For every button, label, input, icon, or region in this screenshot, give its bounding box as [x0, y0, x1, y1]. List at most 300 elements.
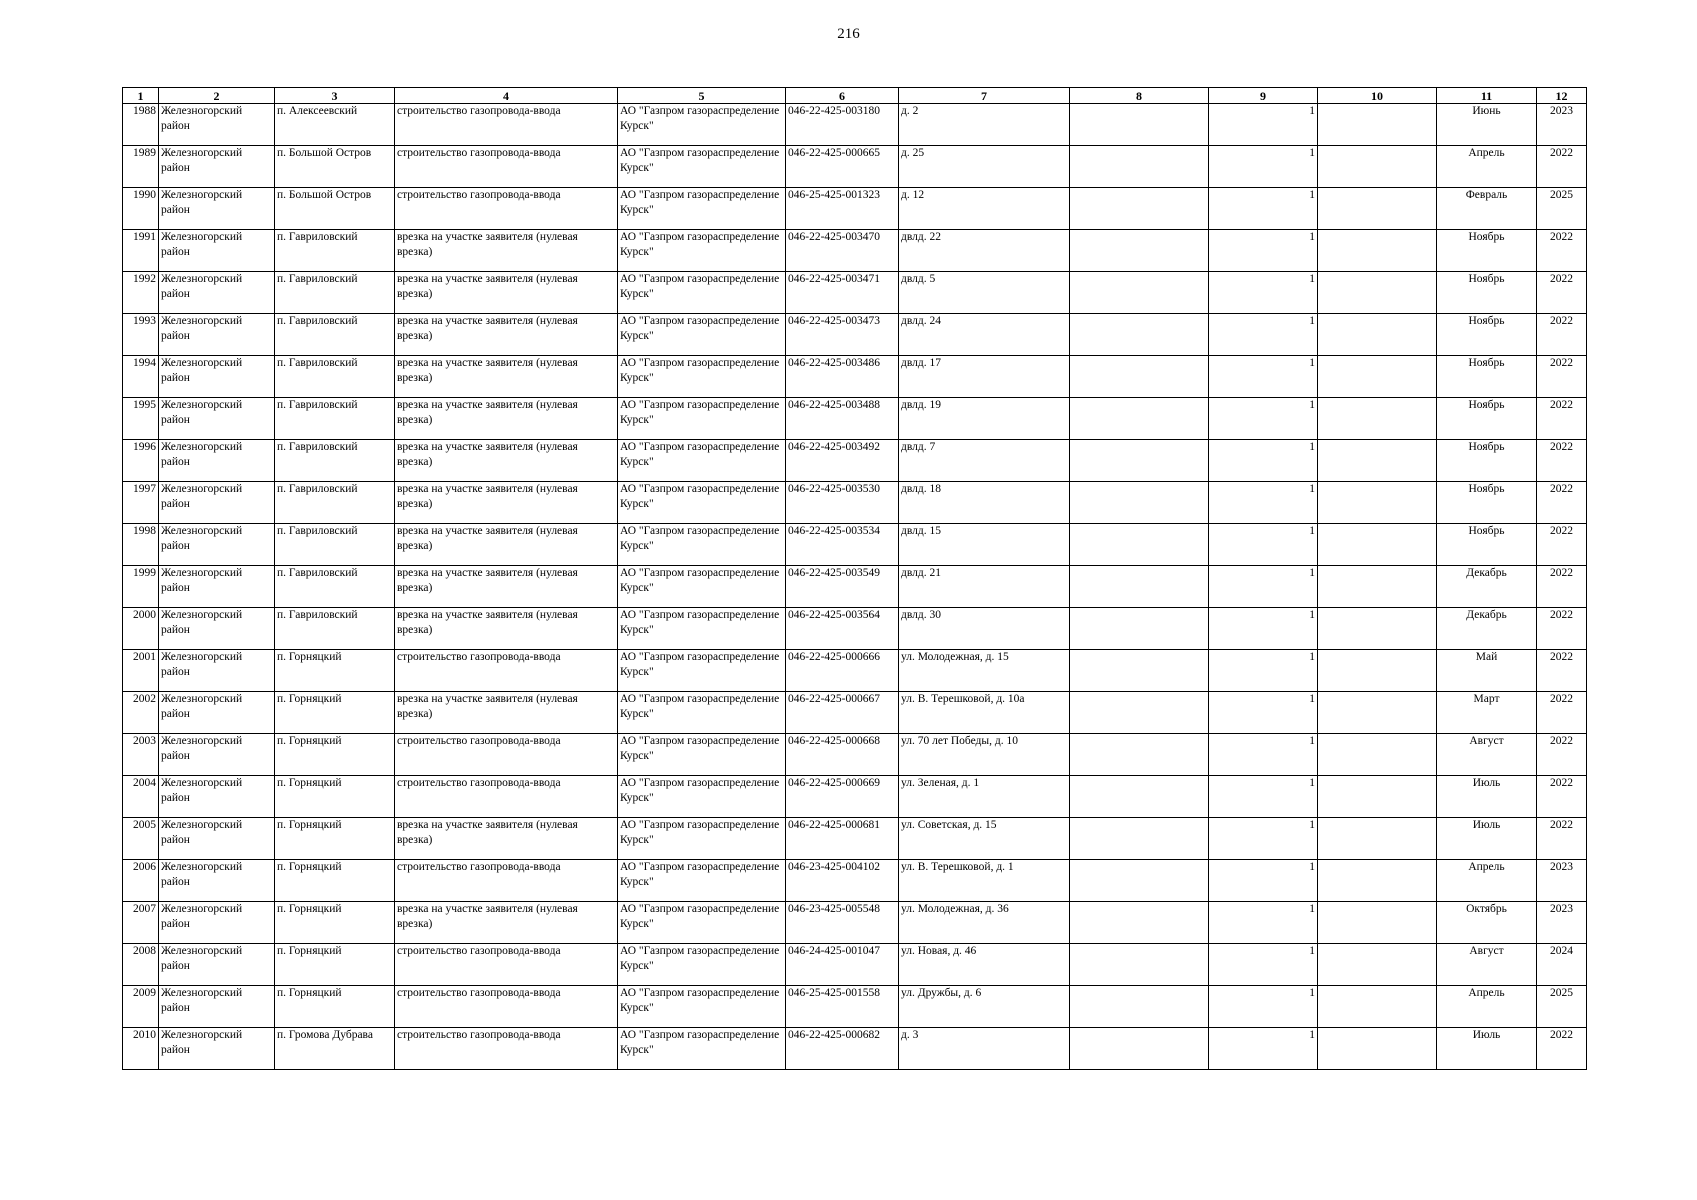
address-cell: двлд. 24	[899, 314, 1070, 356]
quantity-cell: 1	[1209, 734, 1318, 776]
district-cell: Железногорский район	[159, 566, 275, 608]
district-cell: Железногорский район	[159, 650, 275, 692]
quantity-cell: 1	[1209, 902, 1318, 944]
row-number: 2006	[123, 860, 159, 902]
address-cell: ул. Молодежная, д. 36	[899, 902, 1070, 944]
settlement-cell: п. Горняцкий	[275, 776, 395, 818]
settlement-cell: п. Гавриловский	[275, 608, 395, 650]
table-header	[123, 88, 1587, 104]
organization-cell: АО "Газпром газораспределение Курск"	[618, 440, 786, 482]
column-10-cell	[1318, 482, 1437, 524]
column-8-cell	[1070, 440, 1209, 482]
row-number: 1991	[123, 230, 159, 272]
work-type-cell: врезка на участке заявителя (нулевая врезка)	[395, 230, 618, 272]
work-type-cell: врезка на участке заявителя (нулевая врезка)	[395, 314, 618, 356]
column-8-cell	[1070, 944, 1209, 986]
column-header-1: 1	[123, 88, 159, 104]
column-10-cell	[1318, 650, 1437, 692]
column-8-cell	[1070, 566, 1209, 608]
table-row	[123, 230, 1587, 272]
row-number: 1988	[123, 104, 159, 146]
quantity-cell: 1	[1209, 944, 1318, 986]
address-cell: ул. Дружбы, д. 6	[899, 986, 1070, 1028]
column-10-cell	[1318, 818, 1437, 860]
document-number-cell: 046-22-425-003530	[786, 482, 899, 524]
column-8-cell	[1070, 818, 1209, 860]
document-number-cell: 046-22-425-000669	[786, 776, 899, 818]
column-8-cell	[1070, 398, 1209, 440]
settlement-cell: п. Гавриловский	[275, 314, 395, 356]
quantity-cell: 1	[1209, 188, 1318, 230]
month-cell: Декабрь	[1437, 566, 1537, 608]
column-10-cell	[1318, 902, 1437, 944]
column-10-cell	[1318, 272, 1437, 314]
settlement-cell: п. Горняцкий	[275, 650, 395, 692]
document-number-cell: 046-24-425-001047	[786, 944, 899, 986]
address-cell: двлд. 30	[899, 608, 1070, 650]
column-header-9: 9	[1209, 88, 1318, 104]
document-number-cell: 046-22-425-003492	[786, 440, 899, 482]
column-header-5: 5	[618, 88, 786, 104]
month-cell: Ноябрь	[1437, 272, 1537, 314]
month-cell: Декабрь	[1437, 608, 1537, 650]
work-type-cell: врезка на участке заявителя (нулевая врезка)	[395, 482, 618, 524]
work-type-cell: врезка на участке заявителя (нулевая врезка)	[395, 818, 618, 860]
settlement-cell: п. Гавриловский	[275, 272, 395, 314]
work-type-cell: строительство газопровода-ввода	[395, 104, 618, 146]
address-cell: ул. 70 лет Победы, д. 10	[899, 734, 1070, 776]
document-number-cell: 046-25-425-001558	[786, 986, 899, 1028]
month-cell: Апрель	[1437, 146, 1537, 188]
work-type-cell: врезка на участке заявителя (нулевая врезка)	[395, 398, 618, 440]
district-cell: Железногорский район	[159, 986, 275, 1028]
month-cell: Ноябрь	[1437, 314, 1537, 356]
row-number: 2003	[123, 734, 159, 776]
organization-cell: АО "Газпром газораспределение Курск"	[618, 314, 786, 356]
district-cell: Железногорский район	[159, 692, 275, 734]
year-cell: 2023	[1537, 902, 1587, 944]
year-cell: 2022	[1537, 608, 1587, 650]
quantity-cell: 1	[1209, 272, 1318, 314]
month-cell: Август	[1437, 944, 1537, 986]
column-8-cell	[1070, 524, 1209, 566]
month-cell: Май	[1437, 650, 1537, 692]
quantity-cell: 1	[1209, 482, 1318, 524]
column-8-cell	[1070, 902, 1209, 944]
month-cell: Апрель	[1437, 986, 1537, 1028]
address-cell: двлд. 17	[899, 356, 1070, 398]
column-8-cell	[1070, 650, 1209, 692]
month-cell: Июль	[1437, 776, 1537, 818]
column-10-cell	[1318, 314, 1437, 356]
district-cell: Железногорский район	[159, 608, 275, 650]
row-number: 1994	[123, 356, 159, 398]
year-cell: 2022	[1537, 314, 1587, 356]
work-type-cell: врезка на участке заявителя (нулевая врезка)	[395, 902, 618, 944]
document-number-cell: 046-22-425-003534	[786, 524, 899, 566]
document-number-cell: 046-22-425-000682	[786, 1028, 899, 1070]
district-cell: Железногорский район	[159, 776, 275, 818]
column-header-12: 12	[1537, 88, 1587, 104]
table-row	[123, 398, 1587, 440]
row-number: 1990	[123, 188, 159, 230]
column-8-cell	[1070, 356, 1209, 398]
address-cell: двлд. 19	[899, 398, 1070, 440]
organization-cell: АО "Газпром газораспределение Курск"	[618, 104, 786, 146]
column-header-7: 7	[899, 88, 1070, 104]
settlement-cell: п. Горняцкий	[275, 902, 395, 944]
table-row	[123, 944, 1587, 986]
column-8-cell	[1070, 986, 1209, 1028]
district-cell: Железногорский район	[159, 482, 275, 524]
settlement-cell: п. Гавриловский	[275, 356, 395, 398]
district-cell: Железногорский район	[159, 272, 275, 314]
year-cell: 2022	[1537, 440, 1587, 482]
organization-cell: АО "Газпром газораспределение Курск"	[618, 608, 786, 650]
document-number-cell: 046-22-425-000666	[786, 650, 899, 692]
row-number: 2002	[123, 692, 159, 734]
address-cell: д. 25	[899, 146, 1070, 188]
work-type-cell: врезка на участке заявителя (нулевая врезка)	[395, 524, 618, 566]
quantity-cell: 1	[1209, 818, 1318, 860]
address-cell: ул. В. Терешковой, д. 10а	[899, 692, 1070, 734]
work-type-cell: строительство газопровода-ввода	[395, 188, 618, 230]
district-cell: Железногорский район	[159, 902, 275, 944]
document-number-cell: 046-25-425-001323	[786, 188, 899, 230]
year-cell: 2022	[1537, 566, 1587, 608]
column-10-cell	[1318, 230, 1437, 272]
column-10-cell	[1318, 608, 1437, 650]
district-cell: Железногорский район	[159, 104, 275, 146]
district-cell: Железногорский район	[159, 818, 275, 860]
quantity-cell: 1	[1209, 986, 1318, 1028]
settlement-cell: п. Громова Дубрава	[275, 1028, 395, 1070]
document-number-cell: 046-22-425-003488	[786, 398, 899, 440]
row-number: 1989	[123, 146, 159, 188]
organization-cell: АО "Газпром газораспределение Курск"	[618, 1028, 786, 1070]
work-type-cell: врезка на участке заявителя (нулевая врезка)	[395, 272, 618, 314]
row-number: 2007	[123, 902, 159, 944]
column-8-cell	[1070, 230, 1209, 272]
column-8-cell	[1070, 188, 1209, 230]
document-number-cell: 046-22-425-003471	[786, 272, 899, 314]
registry-table	[122, 87, 1587, 1070]
document-number-cell: 046-23-425-004102	[786, 860, 899, 902]
address-cell: двлд. 18	[899, 482, 1070, 524]
column-10-cell	[1318, 104, 1437, 146]
district-cell: Железногорский район	[159, 524, 275, 566]
column-10-cell	[1318, 356, 1437, 398]
column-header-4: 4	[395, 88, 618, 104]
month-cell: Февраль	[1437, 188, 1537, 230]
document-number-cell: 046-22-425-000668	[786, 734, 899, 776]
address-cell: ул. Новая, д. 46	[899, 944, 1070, 986]
settlement-cell: п. Гавриловский	[275, 440, 395, 482]
document-number-cell: 046-23-425-005548	[786, 902, 899, 944]
address-cell: двлд. 22	[899, 230, 1070, 272]
organization-cell: АО "Газпром газораспределение Курск"	[618, 860, 786, 902]
organization-cell: АО "Газпром газораспределение Курск"	[618, 230, 786, 272]
table-row	[123, 986, 1587, 1028]
column-header-3: 3	[275, 88, 395, 104]
quantity-cell: 1	[1209, 650, 1318, 692]
organization-cell: АО "Газпром газораспределение Курск"	[618, 146, 786, 188]
row-number: 1993	[123, 314, 159, 356]
document-number-cell: 046-22-425-000667	[786, 692, 899, 734]
settlement-cell: п. Горняцкий	[275, 860, 395, 902]
settlement-cell: п. Гавриловский	[275, 566, 395, 608]
row-number: 1995	[123, 398, 159, 440]
district-cell: Железногорский район	[159, 398, 275, 440]
district-cell: Железногорский район	[159, 944, 275, 986]
work-type-cell: строительство газопровода-ввода	[395, 776, 618, 818]
column-10-cell	[1318, 524, 1437, 566]
table-row	[123, 650, 1587, 692]
work-type-cell: врезка на участке заявителя (нулевая врезка)	[395, 356, 618, 398]
address-cell: ул. В. Терешковой, д. 1	[899, 860, 1070, 902]
year-cell: 2022	[1537, 818, 1587, 860]
document-number-cell: 046-22-425-003549	[786, 566, 899, 608]
column-10-cell	[1318, 776, 1437, 818]
work-type-cell: врезка на участке заявителя (нулевая врезка)	[395, 566, 618, 608]
row-number: 2009	[123, 986, 159, 1028]
organization-cell: АО "Газпром газораспределение Курск"	[618, 692, 786, 734]
document-number-cell: 046-22-425-003564	[786, 608, 899, 650]
table-row	[123, 188, 1587, 230]
address-cell: д. 2	[899, 104, 1070, 146]
month-cell: Ноябрь	[1437, 230, 1537, 272]
work-type-cell: строительство газопровода-ввода	[395, 650, 618, 692]
document-number-cell: 046-22-425-003473	[786, 314, 899, 356]
year-cell: 2022	[1537, 146, 1587, 188]
year-cell: 2022	[1537, 1028, 1587, 1070]
year-cell: 2023	[1537, 860, 1587, 902]
column-10-cell	[1318, 398, 1437, 440]
year-cell: 2022	[1537, 482, 1587, 524]
settlement-cell: п. Алексеевский	[275, 104, 395, 146]
settlement-cell: п. Горняцкий	[275, 944, 395, 986]
district-cell: Железногорский район	[159, 440, 275, 482]
document-number-cell: 046-22-425-003180	[786, 104, 899, 146]
organization-cell: АО "Газпром газораспределение Курск"	[618, 482, 786, 524]
table-row	[123, 104, 1587, 146]
district-cell: Железногорский район	[159, 356, 275, 398]
settlement-cell: п. Гавриловский	[275, 482, 395, 524]
organization-cell: АО "Газпром газораспределение Курск"	[618, 524, 786, 566]
quantity-cell: 1	[1209, 230, 1318, 272]
address-cell: д. 3	[899, 1028, 1070, 1070]
column-10-cell	[1318, 188, 1437, 230]
work-type-cell: строительство газопровода-ввода	[395, 734, 618, 776]
quantity-cell: 1	[1209, 692, 1318, 734]
organization-cell: АО "Газпром газораспределение Курск"	[618, 776, 786, 818]
column-10-cell	[1318, 734, 1437, 776]
address-cell: ул. Молодежная, д. 15	[899, 650, 1070, 692]
table-row	[123, 272, 1587, 314]
work-type-cell: врезка на участке заявителя (нулевая врезка)	[395, 440, 618, 482]
table-row	[123, 902, 1587, 944]
document-number-cell: 046-22-425-000681	[786, 818, 899, 860]
district-cell: Железногорский район	[159, 230, 275, 272]
quantity-cell: 1	[1209, 860, 1318, 902]
address-cell: двлд. 15	[899, 524, 1070, 566]
organization-cell: АО "Газпром газораспределение Курск"	[618, 650, 786, 692]
year-cell: 2022	[1537, 398, 1587, 440]
table-row	[123, 608, 1587, 650]
column-header-10: 10	[1318, 88, 1437, 104]
organization-cell: АО "Газпром газораспределение Курск"	[618, 566, 786, 608]
year-cell: 2022	[1537, 692, 1587, 734]
column-header-2: 2	[159, 88, 275, 104]
address-cell: двлд. 5	[899, 272, 1070, 314]
column-8-cell	[1070, 734, 1209, 776]
organization-cell: АО "Газпром газораспределение Курск"	[618, 734, 786, 776]
row-number: 2005	[123, 818, 159, 860]
quantity-cell: 1	[1209, 524, 1318, 566]
settlement-cell: п. Гавриловский	[275, 524, 395, 566]
year-cell: 2022	[1537, 524, 1587, 566]
table-row	[123, 692, 1587, 734]
settlement-cell: п. Горняцкий	[275, 818, 395, 860]
year-cell: 2024	[1537, 944, 1587, 986]
month-cell: Август	[1437, 734, 1537, 776]
quantity-cell: 1	[1209, 566, 1318, 608]
organization-cell: АО "Газпром газораспределение Курск"	[618, 272, 786, 314]
district-cell: Железногорский район	[159, 734, 275, 776]
quantity-cell: 1	[1209, 314, 1318, 356]
year-cell: 2022	[1537, 356, 1587, 398]
column-8-cell	[1070, 1028, 1209, 1070]
column-header-11: 11	[1437, 88, 1537, 104]
row-number: 1998	[123, 524, 159, 566]
year-cell: 2025	[1537, 188, 1587, 230]
document-number-cell: 046-22-425-003470	[786, 230, 899, 272]
column-10-cell	[1318, 1028, 1437, 1070]
row-number: 1992	[123, 272, 159, 314]
address-cell: двлд. 21	[899, 566, 1070, 608]
organization-cell: АО "Газпром газораспределение Курск"	[618, 944, 786, 986]
month-cell: Ноябрь	[1437, 356, 1537, 398]
column-8-cell	[1070, 776, 1209, 818]
month-cell: Ноябрь	[1437, 440, 1537, 482]
work-type-cell: врезка на участке заявителя (нулевая врезка)	[395, 692, 618, 734]
column-10-cell	[1318, 944, 1437, 986]
column-8-cell	[1070, 104, 1209, 146]
year-cell: 2022	[1537, 734, 1587, 776]
column-10-cell	[1318, 440, 1437, 482]
quantity-cell: 1	[1209, 398, 1318, 440]
settlement-cell: п. Горняцкий	[275, 692, 395, 734]
document-number-cell: 046-22-425-000665	[786, 146, 899, 188]
settlement-cell: п. Гавриловский	[275, 398, 395, 440]
address-cell: д. 12	[899, 188, 1070, 230]
district-cell: Железногорский район	[159, 860, 275, 902]
table-row	[123, 1028, 1587, 1070]
organization-cell: АО "Газпром газораспределение Курск"	[618, 986, 786, 1028]
column-10-cell	[1318, 692, 1437, 734]
table-row	[123, 734, 1587, 776]
month-cell: Ноябрь	[1437, 482, 1537, 524]
organization-cell: АО "Газпром газораспределение Курск"	[618, 356, 786, 398]
quantity-cell: 1	[1209, 104, 1318, 146]
month-cell: Ноябрь	[1437, 524, 1537, 566]
quantity-cell: 1	[1209, 1028, 1318, 1070]
work-type-cell: врезка на участке заявителя (нулевая врезка)	[395, 608, 618, 650]
month-cell: Июль	[1437, 1028, 1537, 1070]
settlement-cell: п. Горняцкий	[275, 986, 395, 1028]
table-row	[123, 776, 1587, 818]
column-10-cell	[1318, 566, 1437, 608]
column-8-cell	[1070, 146, 1209, 188]
month-cell: Июнь	[1437, 104, 1537, 146]
column-8-cell	[1070, 482, 1209, 524]
year-cell: 2025	[1537, 986, 1587, 1028]
work-type-cell: строительство газопровода-ввода	[395, 860, 618, 902]
row-number: 2004	[123, 776, 159, 818]
organization-cell: АО "Газпром газораспределение Курск"	[618, 398, 786, 440]
page-number: 216	[837, 26, 860, 42]
table-row	[123, 818, 1587, 860]
document-number-cell: 046-22-425-003486	[786, 356, 899, 398]
year-cell: 2022	[1537, 650, 1587, 692]
quantity-cell: 1	[1209, 608, 1318, 650]
year-cell: 2022	[1537, 230, 1587, 272]
district-cell: Железногорский район	[159, 188, 275, 230]
year-cell: 2023	[1537, 104, 1587, 146]
address-cell: ул. Зеленая, д. 1	[899, 776, 1070, 818]
quantity-cell: 1	[1209, 776, 1318, 818]
settlement-cell: п. Горняцкий	[275, 734, 395, 776]
quantity-cell: 1	[1209, 146, 1318, 188]
column-8-cell	[1070, 608, 1209, 650]
table-row	[123, 860, 1587, 902]
month-cell: Октябрь	[1437, 902, 1537, 944]
row-number: 1996	[123, 440, 159, 482]
year-cell: 2022	[1537, 776, 1587, 818]
row-number: 2010	[123, 1028, 159, 1070]
organization-cell: АО "Газпром газораспределение Курск"	[618, 188, 786, 230]
table-row	[123, 356, 1587, 398]
row-number: 2008	[123, 944, 159, 986]
column-8-cell	[1070, 314, 1209, 356]
column-10-cell	[1318, 860, 1437, 902]
district-cell: Железногорский район	[159, 1028, 275, 1070]
address-cell: ул. Советская, д. 15	[899, 818, 1070, 860]
address-cell: двлд. 7	[899, 440, 1070, 482]
quantity-cell: 1	[1209, 440, 1318, 482]
table-row	[123, 146, 1587, 188]
month-cell: Март	[1437, 692, 1537, 734]
table-row	[123, 566, 1587, 608]
table-row	[123, 482, 1587, 524]
month-cell: Ноябрь	[1437, 398, 1537, 440]
table-row	[123, 524, 1587, 566]
table-row	[123, 314, 1587, 356]
column-header-6: 6	[786, 88, 899, 104]
row-number: 2001	[123, 650, 159, 692]
quantity-cell: 1	[1209, 356, 1318, 398]
settlement-cell: п. Гавриловский	[275, 230, 395, 272]
year-cell: 2022	[1537, 272, 1587, 314]
work-type-cell: строительство газопровода-ввода	[395, 146, 618, 188]
row-number: 1997	[123, 482, 159, 524]
column-header-8: 8	[1070, 88, 1209, 104]
organization-cell: АО "Газпром газораспределение Курск"	[618, 902, 786, 944]
district-cell: Железногорский район	[159, 146, 275, 188]
settlement-cell: п. Большой Остров	[275, 188, 395, 230]
work-type-cell: строительство газопровода-ввода	[395, 986, 618, 1028]
organization-cell: АО "Газпром газораспределение Курск"	[618, 818, 786, 860]
